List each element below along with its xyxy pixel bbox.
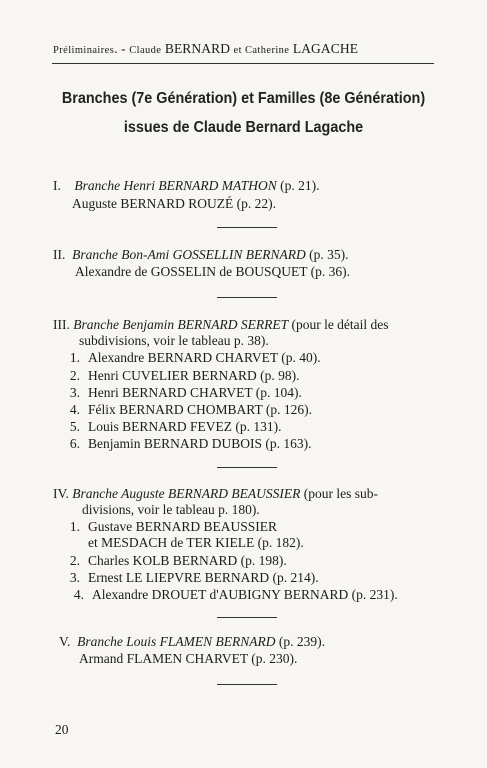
section-divider — [217, 227, 277, 228]
section-2-branch — [53, 247, 348, 263]
section-1-branch-name: Branche Henri BERNARD MATHON — [74, 178, 277, 193]
header-part-6: LAGACHE — [289, 41, 359, 56]
section-3-continuation: subdivisions, voir le tableau p. 38). — [79, 333, 269, 348]
title-line-1: Branches (7e Génération) et Familles (8e Génération) — [61, 90, 426, 107]
list-item — [60, 368, 299, 384]
list-item-text: Henri CUVELIER BERNARD (p. 98). — [88, 368, 300, 383]
list-item-number: 5. — [69, 419, 80, 434]
section-4-continuation: divisions, voir le tableau p. 180). — [82, 502, 260, 517]
list-item-number: 3. — [69, 385, 80, 400]
section-divider — [217, 684, 277, 685]
section-1-numeral: I. — [53, 178, 61, 193]
list-item-number: 2. — [69, 368, 80, 383]
header-rule — [52, 63, 434, 64]
list-item-text: Charles KOLB BERNARD (p. 198). — [88, 553, 287, 568]
list-item-text: Henri BERNARD CHARVET (p. 104). — [88, 385, 302, 400]
running-head — [53, 41, 433, 57]
section-2-branch-page: (p. 35). — [305, 247, 349, 262]
list-item-text: Alexandre BERNARD CHARVET (p. 40). — [88, 350, 321, 365]
list-item — [60, 436, 312, 452]
section-divider — [217, 467, 277, 468]
section-5-family: Armand FLAMEN CHARVET (p. 230). — [79, 651, 298, 666]
list-item-text: Gustave BERNARD BEAUSSIER — [88, 519, 278, 534]
list-item-text: Félix BERNARD CHOMBART (p. 126). — [88, 402, 312, 417]
list-item — [60, 553, 287, 569]
section-1-branch-page: (p. 21). — [276, 178, 320, 193]
header-part-4: BERNARD — [161, 41, 234, 56]
section-2-family: Alexandre de GOSSELIN de BOUSQUET (p. 36). — [75, 264, 350, 279]
list-item — [60, 419, 282, 435]
list-item — [60, 402, 312, 418]
list-item-text: Alexandre DROUET d'AUBIGNY BERNARD (p. 231). — [92, 587, 398, 602]
section-divider — [217, 297, 277, 298]
list-item-number: 4. — [73, 587, 84, 602]
section-5-branch-name: Branche Louis FLAMEN BERNARD — [77, 634, 276, 649]
list-item-number: 2. — [69, 553, 80, 568]
list-item — [60, 519, 277, 535]
list-item-number: 4. — [69, 402, 80, 417]
list-item — [60, 570, 319, 586]
list-item — [64, 587, 398, 603]
list-item-number: 3. — [69, 570, 80, 585]
header-part-2: . - — [114, 41, 130, 56]
header-part-5: et Catherine — [233, 45, 290, 56]
header-part-1: Préliminaires — [53, 45, 115, 56]
section-4-branch — [53, 486, 378, 502]
list-item-text: Benjamin BERNARD DUBOIS (p. 163). — [88, 436, 312, 451]
section-5-numeral: V. — [59, 634, 71, 649]
section-divider — [217, 617, 277, 618]
section-3-branch — [53, 317, 389, 333]
section-4-numeral: IV. — [53, 486, 69, 501]
title-line-2: issues de Claude Bernard Lagache — [123, 119, 364, 136]
section-3-numeral: III. — [53, 317, 70, 332]
header-part-3: Claude — [129, 45, 162, 56]
list-item — [60, 350, 321, 366]
section-1-branch — [53, 178, 319, 194]
section-5-branch-page: (p. 239). — [275, 634, 325, 649]
list-item-number: 1. — [69, 519, 80, 534]
section-3-branch-page: (pour le détail des — [288, 317, 389, 332]
list-item — [60, 385, 302, 401]
list-item-continuation: et MESDACH de TER KIELE (p. 182). — [88, 535, 304, 550]
section-2-branch-name: Branche Bon-Ami GOSSELLIN BERNARD — [72, 247, 306, 262]
section-4-branch-page: (pour les sub- — [300, 486, 378, 501]
list-item-number: 6. — [69, 436, 80, 451]
section-3-branch-name: Branche Benjamin BERNARD SERRET — [73, 317, 289, 332]
page-number: 20 — [55, 722, 69, 737]
section-1-family: Auguste BERNARD ROUZÉ (p. 22). — [72, 196, 276, 211]
list-item-text: Louis BERNARD FEVEZ (p. 131). — [88, 419, 282, 434]
section-4-branch-name: Branche Auguste BERNARD BEAUSSIER — [72, 486, 301, 501]
list-item-text: Ernest LE LIEPVRE BERNARD (p. 214). — [88, 570, 319, 585]
list-item-number: 1. — [69, 350, 80, 365]
section-5-branch — [59, 634, 325, 650]
section-2-numeral: II. — [53, 247, 66, 262]
